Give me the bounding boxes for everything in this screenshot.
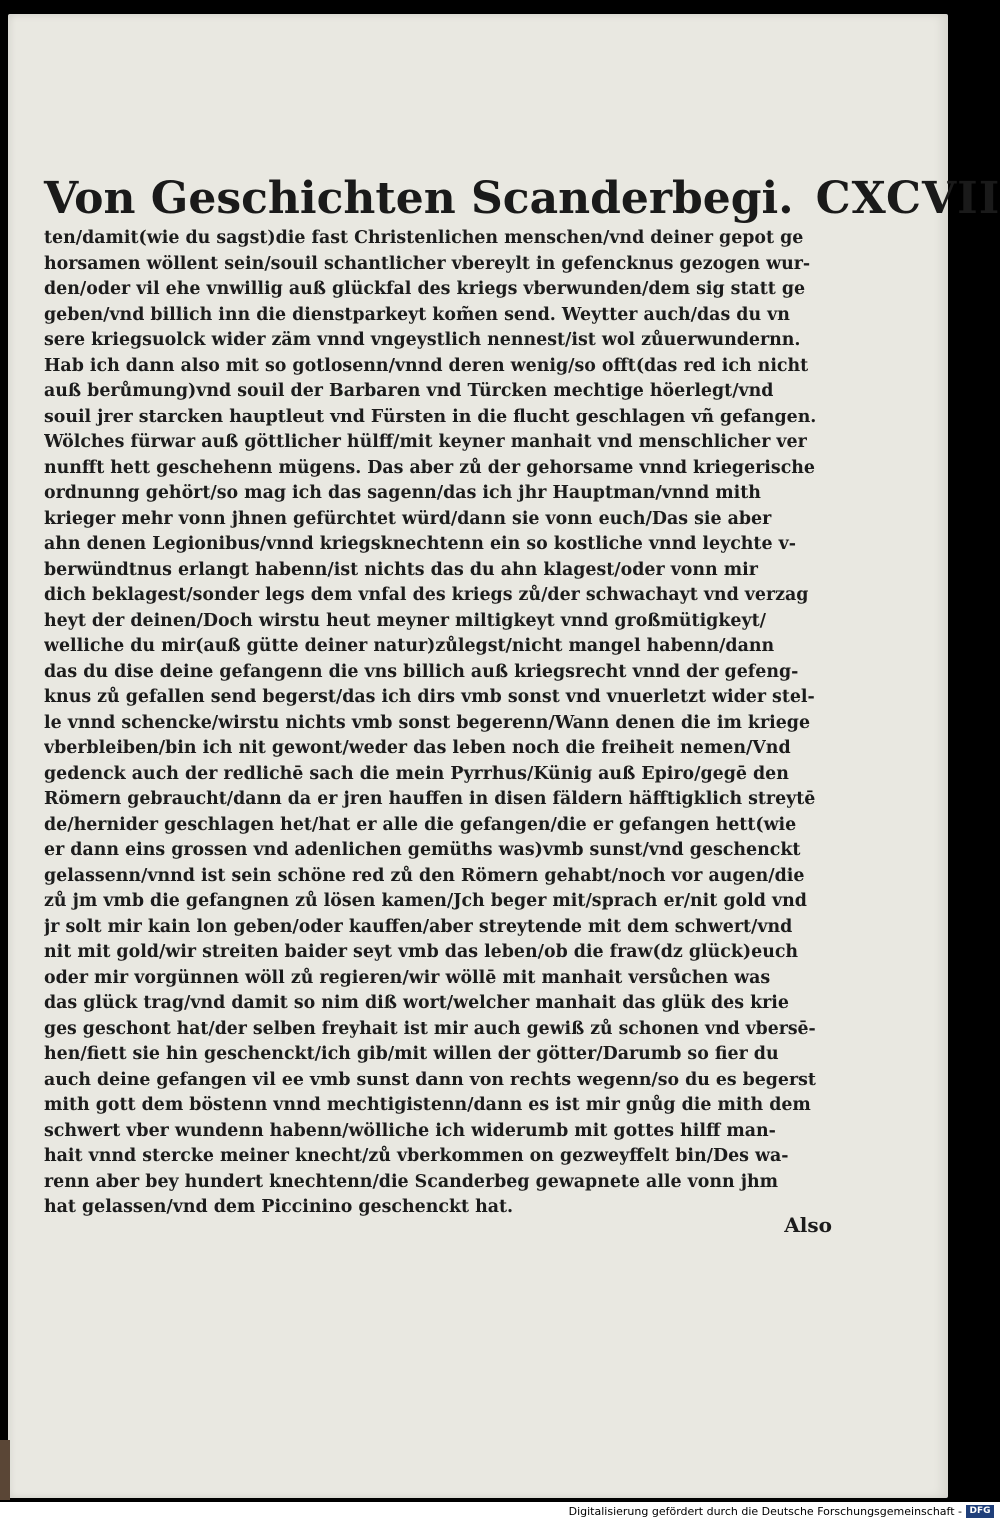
text-line: le vnnd schencke/wirstu nichts vmb sonst begerenn/Wann denen die im kriege <box>44 712 811 733</box>
page-body-text <box>44 226 816 1221</box>
text-line: vberbleiben/bin ich nit gewont/weder das leben noch die freiheit nemen/Vnd <box>44 738 791 758</box>
text-line: das glück trag/vnd damit so nim diß wort/welcher manhait das glük des krie <box>44 993 789 1013</box>
text-line: er dann eins grossen vnd adenlichen gemüths was)vmb sunst/vnd geschenckt <box>44 840 801 860</box>
text-line: dich beklagest/sonder legs dem vnfal des kriegs zů/der schwachayt vnd verzag <box>44 585 809 605</box>
book-spine-edge <box>0 1440 10 1500</box>
footer-credit: Digitalisierung gefördert durch die Deutsche Forschungsgemeinschaft - <box>568 1505 962 1518</box>
text-line: auch deine gefangen vil ee vmb sunst dann von rechts wegenn/so du es begerst <box>44 1069 816 1090</box>
text-line: ahn denen Legionibus/vnnd kriegsknechtenn ein so kostliche vnnd leychte v- <box>44 534 796 554</box>
text-line: oder mir vorgünnen wöll zů regieren/wir wöllē mit manhait versůchen was <box>44 967 771 988</box>
folio-number: CXCVII <box>815 173 1000 224</box>
text-line: mith gott dem böstenn vnnd mechtigistenn/dann es ist mir gnůg die mith dem <box>44 1095 811 1115</box>
running-head <box>44 164 1000 234</box>
text-line: krieger mehr vonn jhnen gefürchtet würd/dann sie vonn euch/Das sie aber <box>44 508 772 529</box>
text-line: Hab ich dann also mit so gotlosenn/vnnd deren wenig/so offt(das red ich nicht <box>44 355 809 376</box>
text-line: Römern gebraucht/dann da er jren hauffen in disen fäldern häfftigklich streytē <box>44 789 816 809</box>
text-line: heyt der deinen/Doch wirstu heut meyner miltigkeyt vnnd großmütigkeyt/ <box>44 610 766 631</box>
text-line: hat gelassen/vnd dem Piccinino geschenckt hat. <box>44 1197 514 1217</box>
text-line: ges geschont hat/der selben freyhait ist mir auch gewiß zů schonen vnd vbersē- <box>44 1018 816 1039</box>
text-line: souil jrer starcken hauptleut vnd Fürsten in die flucht geschlagen vñ gefangen. <box>44 406 816 427</box>
text-line: knus zů gefallen send begerst/das ich dirs vmb sonst vnd vnuerletzt wider stel- <box>44 687 815 707</box>
text-line: horsamen wöllent sein/souil schantlicher vbereylt in gefencknus gezogen wur- <box>44 253 811 274</box>
text-line: nunfft hett geschehenn mügens. Das aber zů der gehorsame vnnd kriegerische <box>44 457 815 478</box>
text-line: hait vnnd stercke meiner knecht/zů vberkommen on gezweyffelt bin/Des wa- <box>44 1146 789 1166</box>
text-line: ordnunng gehört/so mag ich das sagenn/das ich jhr Hauptman/vnnd mith <box>44 483 761 503</box>
text-line: gedenck auch der redlichē sach die mein Pyrrhus/Künig auß Epiro/gegē den <box>44 763 789 784</box>
digitization-footer <box>0 1502 1000 1521</box>
catchword: Also <box>784 1213 832 1237</box>
text-line: geben/vnd billich inn die dienstparkeyt kom̃en send. Weytter auch/das du vn <box>44 304 790 325</box>
dfg-logo: DFG <box>966 1505 994 1518</box>
text-line: de/hernider geschlagen het/hat er alle die gefangen/die er gefangen hett(wie <box>44 814 797 835</box>
text-line: berwündtnus erlangt habenn/ist nichts das du ahn klagest/oder vonn mir <box>44 559 758 580</box>
text-line: den/oder vil ehe vnwillig auß glückfal des kriegs vberwunden/dem sig statt ge <box>44 279 806 299</box>
text-line: gelassenn/vnnd ist sein schöne red zů den Römern gehabt/noch vor augen/die <box>44 865 805 886</box>
text-line: auß berůmung)vnd souil der Barbaren vnd Türcken mechtige höerlegt/vnd <box>44 381 774 401</box>
text-line: nit mit gold/wir streiten baider seyt vmb das leben/ob die fraw(dz glück)euch <box>44 942 799 962</box>
text-line: Wölches fürwar auß göttlicher hülff/mit keyner manhait vnd menschlicher ver <box>44 432 807 452</box>
text-line: das du dise deine gefangenn die vns billich auß kriegsrecht vnnd der gefeng- <box>44 661 799 682</box>
text-line: sere kriegsuolck wider zäm vnnd vngeystlich nennest/ist wol zůuerwundernn. <box>44 330 801 350</box>
text-line: renn aber bey hundert knechtenn/die Scanderbeg gewapnete alle vonn jhm <box>44 1171 779 1192</box>
text-line: hen/fiett sie hin geschenckt/ich gib/mit willen der götter/Darumb so fier du <box>44 1044 779 1064</box>
text-line: schwert vber wundenn habenn/wölliche ich widerumb mit gottes hilff man- <box>44 1120 776 1141</box>
text-line: ten/damit(wie du sagst)die fast Christenlichen menschen/vnd deiner gepot ge <box>44 228 804 248</box>
text-line: zů jm vmb die gefangnen zů lösen kamen/Jch beger mit/sprach er/nit gold vnd <box>44 891 807 911</box>
book-page <box>8 14 1000 1498</box>
text-line: welliche du mir(auß gütte deiner natur)zůlegst/nicht mangel habenn/dann <box>44 636 775 656</box>
text-line: jr solt mir kain lon geben/oder kauffen/aber streytende mit dem schwert/vnd <box>44 916 793 937</box>
running-head-title: Von Geschichten Scanderbegi. <box>44 173 794 224</box>
